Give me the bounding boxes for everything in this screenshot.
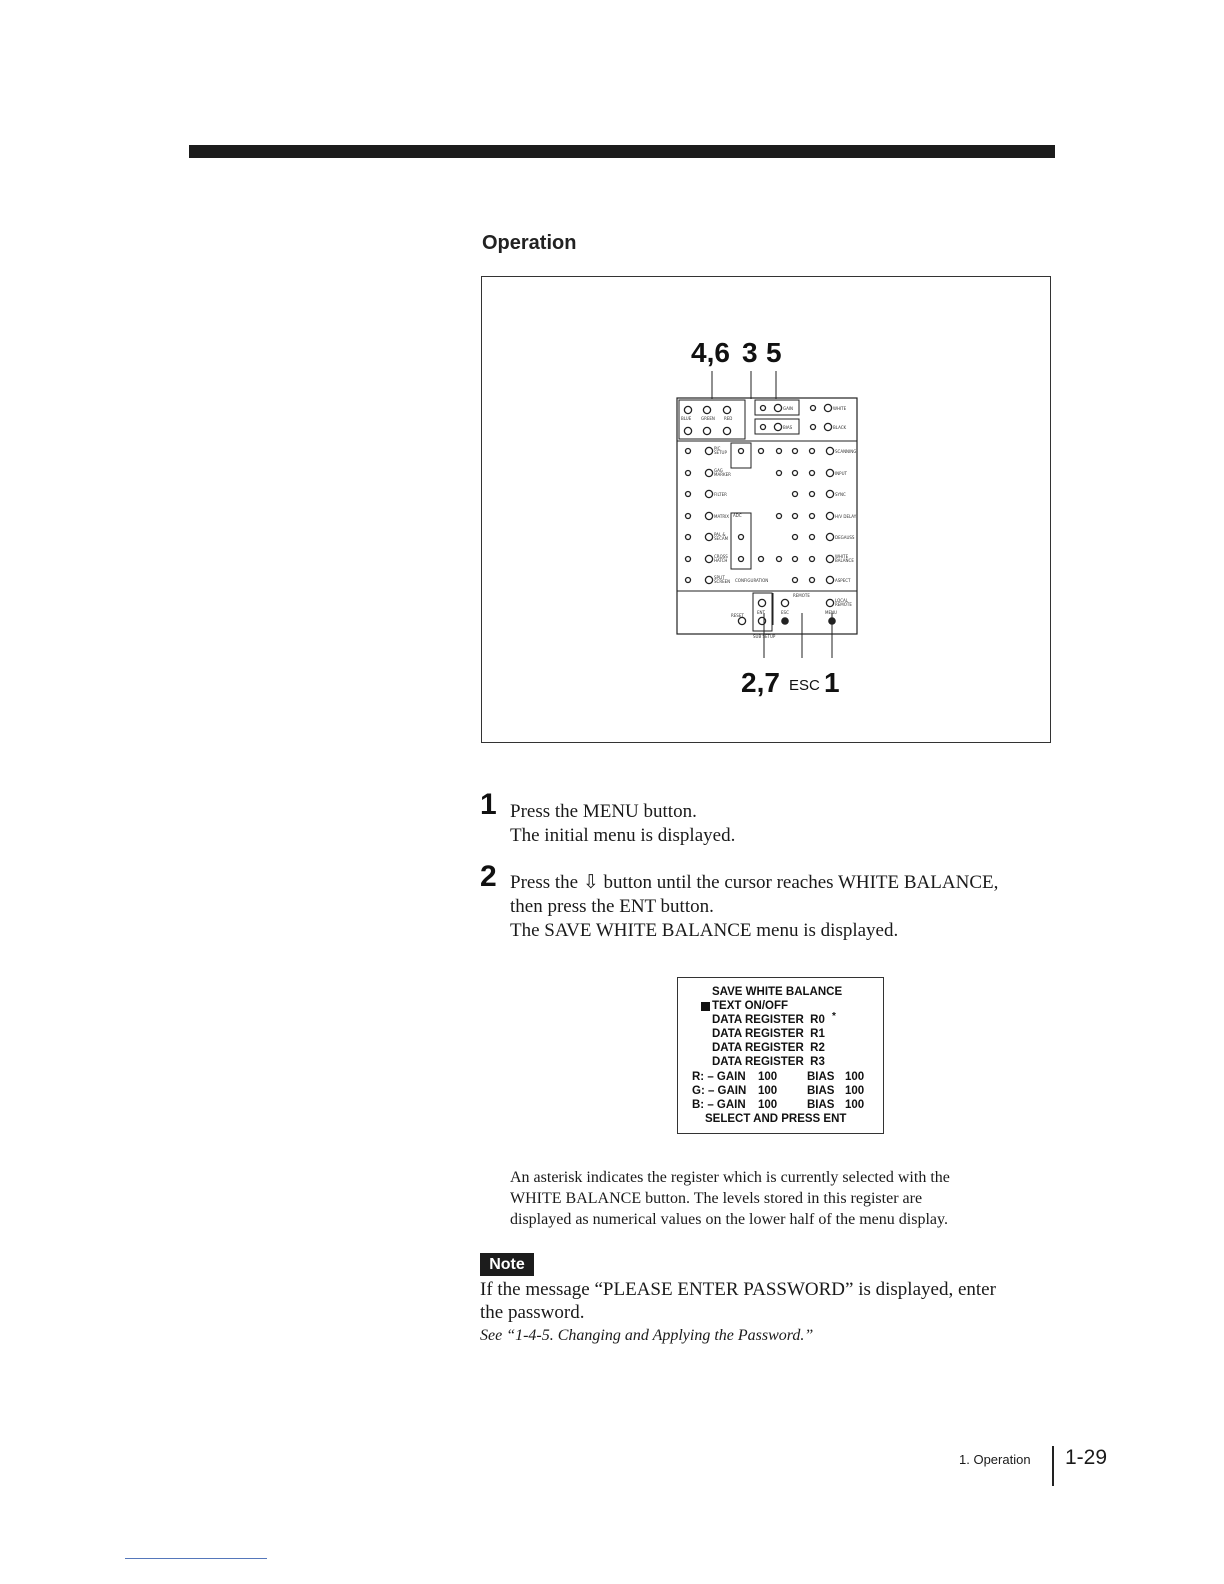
menu-selected-marker: * (832, 1011, 836, 1022)
callout-2-7: 2,7 (741, 667, 780, 698)
page-number: 1-29 (1065, 1446, 1108, 1469)
header-bar (189, 145, 1055, 158)
svg-text:BLACK: BLACK (833, 425, 847, 430)
explanation-line-2: WHITE BALANCE button. The levels stored in this register are (510, 1190, 923, 1207)
menu-b-gain: 100 (758, 1099, 778, 1111)
svg-text:FILTER: FILTER (714, 492, 727, 497)
svg-text:RED: RED (724, 416, 733, 421)
menu-register-r2: DATA REGISTER R2 (712, 1042, 825, 1054)
svg-text:MARKER: MARKER (714, 472, 731, 477)
control-panel-drawing (675, 363, 860, 673)
note-reference: See “1-4-5. Changing and Applying the Password.” (480, 1327, 814, 1344)
callout-5: 5 (766, 337, 782, 368)
svg-text:SUB SETUP: SUB SETUP (753, 634, 776, 639)
svg-text:SYNC: SYNC (835, 492, 846, 497)
svg-text:PAL &: PAL & (714, 532, 726, 537)
menu-g-bias-label: BIAS (807, 1085, 835, 1097)
bottom-rule (125, 1558, 267, 1559)
callout-3: 3 (742, 337, 758, 368)
svg-text:REMOTE: REMOTE (793, 593, 810, 598)
svg-text:GAG: GAG (714, 468, 723, 473)
svg-text:GAIN: GAIN (783, 406, 794, 411)
svg-text:WHITE: WHITE (833, 406, 847, 411)
section-title: Operation (482, 232, 577, 254)
explanation-line-1: An asterisk indicates the register which is currently selected with the (510, 1169, 950, 1186)
menu-b-channel: B: – GAIN (692, 1099, 746, 1111)
menu-register-r3: DATA REGISTER R3 (712, 1056, 825, 1068)
menu-r-bias: 100 (845, 1071, 865, 1083)
svg-text:H/V DELAY: H/V DELAY (835, 514, 857, 519)
step-2-line-3: The SAVE WHITE BALANCE menu is displayed. (510, 920, 899, 941)
step-1-line-1: Press the MENU button. (510, 801, 697, 822)
menu-r-bias-label: BIAS (807, 1071, 835, 1083)
svg-text:ESC: ESC (781, 610, 789, 615)
note-line-2: the password. (480, 1302, 585, 1323)
svg-text:SCREEN: SCREEN (714, 579, 731, 584)
svg-text:DEGAUSS: DEGAUSS (835, 535, 855, 540)
svg-text:MATRIX: MATRIX (714, 514, 730, 519)
menu-title: SAVE WHITE BALANCE (712, 986, 843, 998)
note-label: Note (480, 1253, 534, 1276)
control-panel-figure (481, 276, 1051, 743)
step-2-number: 2 (480, 860, 497, 893)
svg-text:SETUP: SETUP (714, 450, 727, 455)
save-white-balance-menu (677, 977, 884, 1134)
explanation-line-3: displayed as numerical values on the lower half of the menu display. (510, 1211, 948, 1228)
svg-text:RESET: RESET (731, 613, 744, 618)
step-1-number: 1 (480, 788, 497, 821)
menu-g-bias: 100 (845, 1085, 865, 1097)
svg-text:PIC: PIC (714, 446, 721, 451)
step-2-line-2: then press the ENT button. (510, 896, 714, 917)
note-text (480, 1278, 1050, 1324)
callout-esc: ESC (789, 677, 820, 694)
menu-register-r0: DATA REGISTER R0 (712, 1014, 825, 1026)
svg-text:BIAS: BIAS (783, 425, 793, 430)
svg-text:ADC: ADC (733, 513, 742, 518)
menu-r-channel: R: – GAIN (692, 1071, 746, 1083)
step-1-line-2: The initial menu is displayed. (510, 825, 736, 846)
callout-4-6: 4,6 (691, 337, 730, 368)
menu-b-bias-label: BIAS (807, 1099, 835, 1111)
svg-text:MENU: MENU (825, 610, 837, 615)
svg-text:BALANCE: BALANCE (835, 558, 854, 563)
menu-g-channel: G: – GAIN (692, 1085, 747, 1097)
menu-footer: SELECT AND PRESS ENT (705, 1113, 847, 1125)
svg-text:BLUE: BLUE (681, 416, 692, 421)
svg-text:REMOTE: REMOTE (835, 602, 852, 607)
svg-text:WHITE: WHITE (835, 554, 849, 559)
svg-text:HATCH: HATCH (714, 558, 728, 563)
callout-1: 1 (824, 667, 840, 698)
menu-b-bias: 100 (845, 1099, 865, 1111)
svg-text:CROSS: CROSS (714, 554, 728, 559)
svg-text:SECAM: SECAM (714, 536, 729, 541)
svg-text:ENT: ENT (757, 610, 765, 615)
svg-text:GREEN: GREEN (701, 416, 715, 421)
cursor-square-icon (701, 1002, 710, 1011)
step-2-line-1: Press the ⇩ button until the cursor reaches WHITE BALANCE, (510, 872, 999, 893)
menu-register-r1: DATA REGISTER R1 (712, 1028, 825, 1040)
svg-text:CONFIGURATION: CONFIGURATION (735, 578, 769, 583)
footer-section-label: 1. Operation (959, 1452, 1031, 1467)
menu-cursor-item: TEXT ON/OFF (712, 1000, 789, 1012)
svg-text:SPLIT: SPLIT (714, 575, 725, 580)
footer-divider (1052, 1446, 1054, 1486)
note-line-1: If the message “PLEASE ENTER PASSWORD” is displayed, enter (480, 1279, 996, 1300)
svg-text:ASPECT: ASPECT (835, 578, 851, 583)
svg-text:INPUT: INPUT (835, 471, 847, 476)
menu-g-gain: 100 (758, 1085, 778, 1097)
menu-r-gain: 100 (758, 1071, 778, 1083)
svg-text:SCANNING: SCANNING (835, 449, 857, 454)
svg-text:LOCAL: LOCAL (835, 598, 848, 603)
